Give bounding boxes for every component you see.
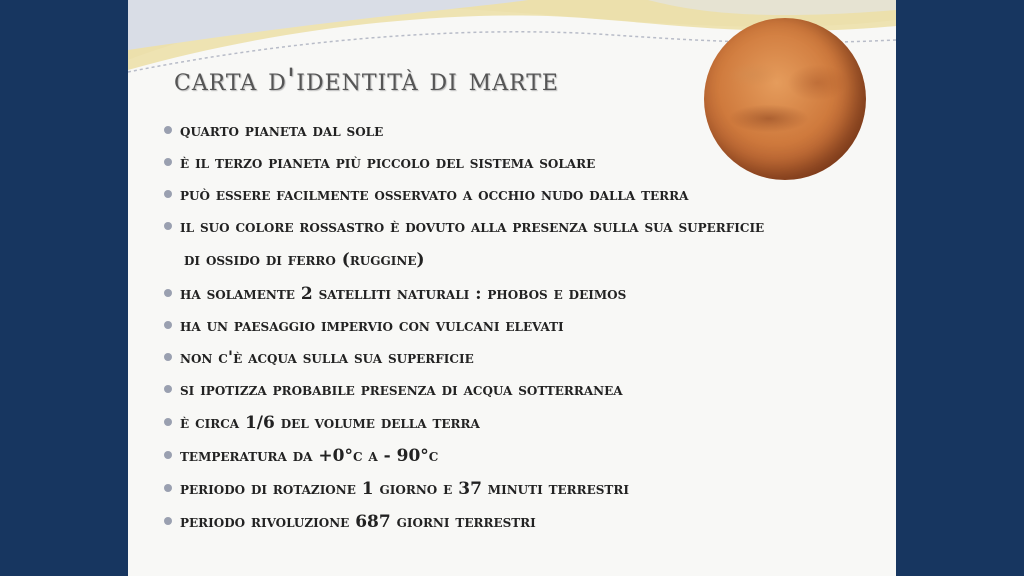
mars-planet-image bbox=[704, 18, 866, 180]
bullet-item: non c'è acqua sulla sua superficie bbox=[164, 348, 474, 368]
bullet-item: periodo rivoluzione 687 giorni terrestri bbox=[164, 512, 536, 532]
bullet-item: è circa 1/6 del volume della terra bbox=[164, 413, 480, 433]
bullet-dot-icon bbox=[164, 222, 172, 230]
bullet-dot-icon bbox=[164, 418, 172, 426]
bullet-item: si ipotizza probabile presenza di acqua sotterranea bbox=[164, 380, 623, 400]
bullet-dot-icon bbox=[164, 321, 172, 329]
bullet-item: temperatura da +0°c a - 90°c bbox=[164, 446, 438, 466]
bullet-dot-icon bbox=[164, 484, 172, 492]
bullet-dot-icon bbox=[164, 451, 172, 459]
bullet-dot-icon bbox=[164, 158, 172, 166]
bullet-dot-icon bbox=[164, 353, 172, 361]
bullet-dot-icon bbox=[164, 517, 172, 525]
bullet-item: periodo di rotazione 1 giorno e 37 minuti terrestri bbox=[164, 479, 629, 499]
slide-title: carta d'identità di marte bbox=[174, 62, 559, 98]
bullet-item-continuation: di ossido di ferro (ruggine) bbox=[184, 250, 425, 270]
bullet-dot-icon bbox=[164, 126, 172, 134]
bullet-dot-icon bbox=[164, 385, 172, 393]
bullet-item: può essere facilmente osservato a occhio nudo dalla terra bbox=[164, 185, 688, 205]
bullet-item: è il terzo pianeta più piccolo del sistema solare bbox=[164, 153, 595, 173]
bullet-item: il suo colore rossastro è dovuto alla presenza sulla sua superficie bbox=[164, 217, 764, 237]
bullet-item: ha solamente 2 satelliti naturali : phobos e deimos bbox=[164, 284, 626, 304]
bullet-item: quarto pianeta dal sole bbox=[164, 121, 383, 141]
slide bbox=[128, 0, 896, 576]
bullet-dot-icon bbox=[164, 289, 172, 297]
bullet-item: ha un paesaggio impervio con vulcani elevati bbox=[164, 316, 564, 336]
bullet-dot-icon bbox=[164, 190, 172, 198]
